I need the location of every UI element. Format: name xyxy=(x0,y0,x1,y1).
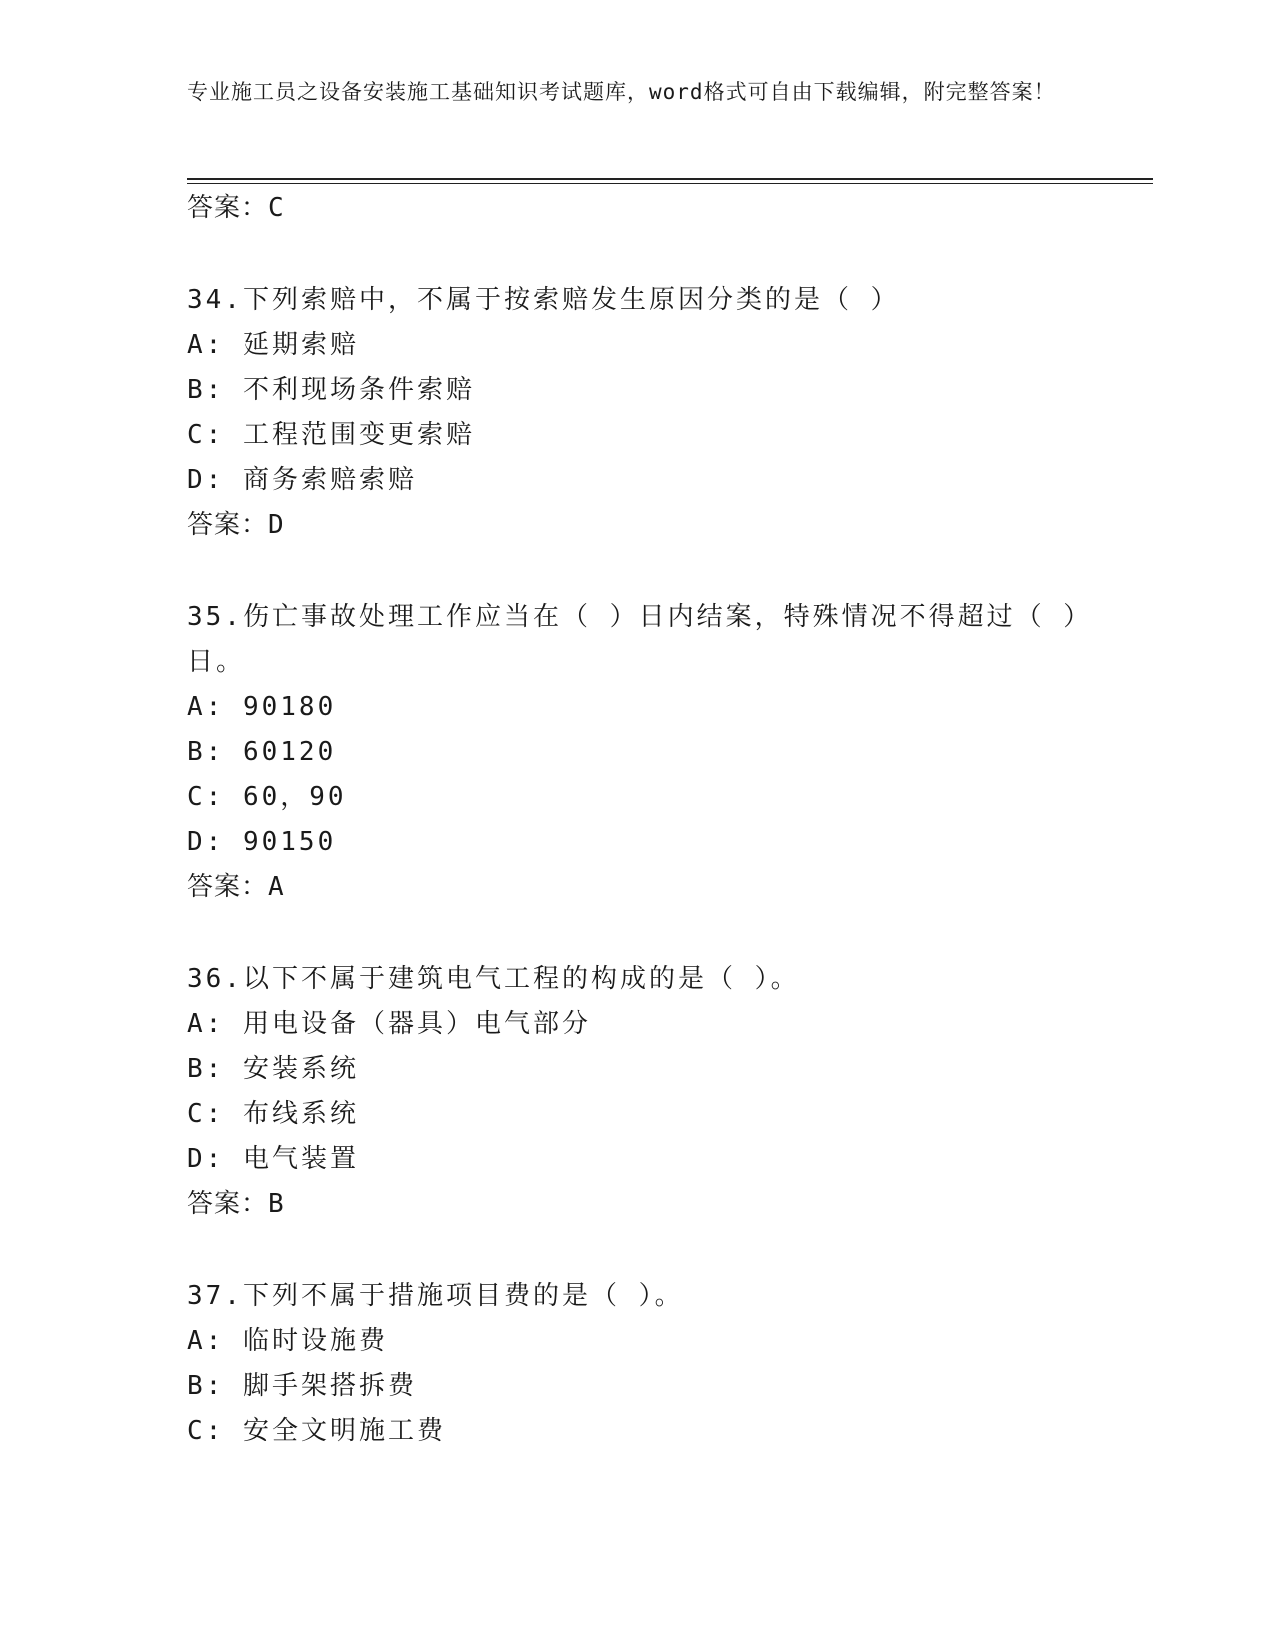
option-37-a: A: 临时设施费 xyxy=(187,1326,388,1356)
option-37-c: C: 安全文明施工费 xyxy=(187,1416,446,1446)
header-rule-thick xyxy=(187,178,1153,180)
document-header: 专业施工员之设备安装施工基础知识考试题库，word格式可自由下载编辑，附完整答案！ xyxy=(187,80,1056,104)
answer-34: 答案：D xyxy=(187,510,285,540)
option-36-d: D: 电气装置 xyxy=(187,1144,359,1174)
option-34-a: A: 延期索赔 xyxy=(187,330,359,360)
question-36: 36.以下不属于建筑电气工程的构成的是（ ）。 xyxy=(187,964,800,994)
option-35-d: D: 90150 xyxy=(187,827,337,857)
answer-33: 答案：C xyxy=(187,193,285,223)
option-37-b: B: 脚手架搭拆费 xyxy=(187,1371,417,1401)
option-35-a: A: 90180 xyxy=(187,692,337,722)
option-36-c: C: 布线系统 xyxy=(187,1099,359,1129)
option-36-a: A: 用电设备（器具）电气部分 xyxy=(187,1009,591,1039)
option-35-b: B: 60120 xyxy=(187,737,337,767)
answer-36: 答案：B xyxy=(187,1189,285,1219)
option-34-c: C: 工程范围变更索赔 xyxy=(187,420,475,450)
question-37: 37.下列不属于措施项目费的是（ ）。 xyxy=(187,1281,684,1311)
option-34-d: D: 商务索赔索赔 xyxy=(187,465,417,495)
question-35-line-2: 日。 xyxy=(187,647,246,677)
answer-35: 答案：A xyxy=(187,872,285,902)
question-35-line-1: 35.伤亡事故处理工作应当在（ ）日内结案，特殊情况不得超过（ ） xyxy=(187,602,1093,632)
option-34-b: B: 不利现场条件索赔 xyxy=(187,375,475,405)
question-34: 34.下列索赔中，不属于按索赔发生原因分类的是（ ） xyxy=(187,285,900,315)
header-rule-thin xyxy=(187,183,1153,184)
option-35-c: C: 60，90 xyxy=(187,782,347,812)
option-36-b: B: 安装系统 xyxy=(187,1054,359,1084)
